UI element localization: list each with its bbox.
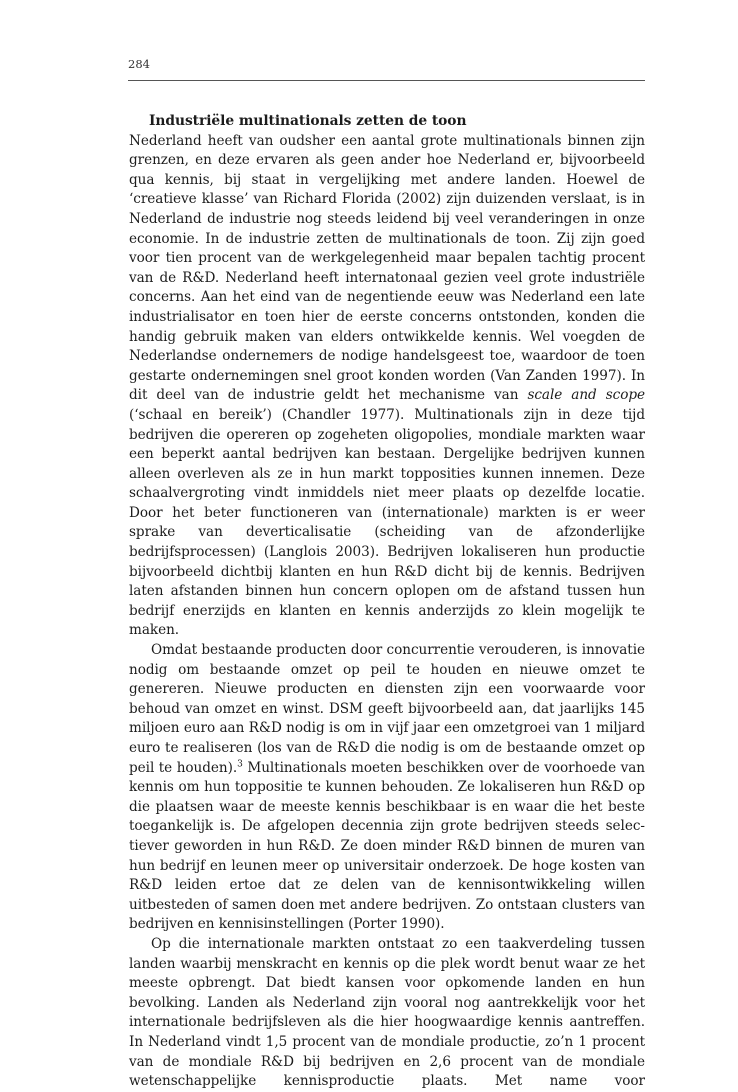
page-number: 284 — [128, 57, 150, 71]
paragraph-2-text-b: Multinationals moeten beschikken over de voorhoede van kennis om hun toppositie te kunnen behouden. Ze lokaliseren hun R&D op die plaatsen waar de meeste kennis beschikbaar is en waar die het beste toegankelijk is. De afgelopen decennia zijn grote bedrijven steeds selectiever geworden in hun R&D. Ze doen minder R&D binnen de muren van hun bedrijf en leunen meer op universitair onderzoek. De hoge kosten van R&D leiden ertoe dat ze delen van de kennisontwikkeling willen uitbesteden of samen doen met andere bedrijven. Zo ontstaan clusters van bedrijven en kennisinstellingen (Porter 1990). — [129, 759, 645, 933]
footnote-marker: 3 — [237, 759, 243, 770]
paragraph-3: Op die internationale markten ontstaat zo een taakverdeling tussen landen waarbij menskracht en kennis op die plek wordt benut waar ze het meeste opbrengt. Dat biedt kansen voor opkomende landen en hun bevolking. Landen als Nederland zijn vooral nog aantrekkelijk voor het internationale bedrijfsleven als die hier hoogwaardige kennis aantreffen. In Nederland vindt 1,5 procent van de mondiale productie, zo’n 1 procent van de mondiale R&D bij bedrijven en 2,6 procent van de mondiale wetenschappelijke kennisproductie plaats. Met name voor — [129, 935, 645, 1090]
paragraph-1-text-b: (‘schaal en bereik’) (Chandler 1977). Multinationals zijn in deze tijd bedrijven die opereren op zogeheten oligopolies, mondiale markten waar een beperkt aantal bedrijven kan bestaan. Dergelijke bedrijven kunnen alleen overleven als ze in hun markt topposities kunnen innemen. Deze schaalvergroting vindt inmiddels niet meer plaats op dezelfde locatie. Door het beter functioneren van (internationale) markten is er weer sprake van deverticalisatie (scheiding van de afzonderlijke bedrijfsprocessen) (Langlois 2003). Bedrijven lokaliseren hun productie bijvoorbeeld dichtbij klanten en hun R&D dicht bij de kennis. Bedrijven laten afstanden binnen hun concern oplopen om de afstand tussen hun bedrijf enerzijds en klanten en kennis anderzijds zo klein mogelijk te maken. — [129, 406, 645, 639]
paragraph-1-text-a: Nederland heeft van oudsher een aantal grote multinationals binnen zijn grenzen, en deze ervaren als geen ander hoe Nederland er, bijvoorbeeld qua kennis, bij staat in vergelijking met andere landen. Hoewel de ‘creatieve klasse’ van Richard Florida (2002) zijn duizenden verslaat, is in Nederland de industrie nog steeds leidend bij veel veranderingen in onze economie. In de industrie zetten de multinationals de toon. Zij zijn goed voor tien procent van de werkgelegenheid maar bepalen tachtig procent van de R&D. Nederland heeft internatonaal gezien veel grote industriële concerns. Aan het eind van de negentiende eeuw was Nederland een late industrialisator en toen hier de eerste concerns ontstonden, konden die handig gebruik maken van elders ontwikkelde kennis. Wel voegden de Nederlandse ondernemers de nodige handelsgeest toe, waardoor de toen gestarte ondernemingen snel groot konden worden (Van Zanden 1997). In dit deel van de industrie geldt het mechanisme van — [129, 132, 645, 404]
paragraph-1-italic-term: scale and scope — [527, 387, 646, 404]
paragraph-2-text-a: Omdat bestaande producten door concurrentie verouderen, is innovatie nodig om bestaande omzet op peil te houden en nieuwe omzet te genereren. Nieuwe producten en diensten zijn een voorwaarde voor behoud van omzet en winst. DSM geeft bijvoorbeeld aan, dat jaarlijks 145 miljoen euro aan R&D nodig is om in vijf jaar een omzetgroei van 1 miljard euro te realiseren (los van de R&D die nodig is om de bestaande omzet op peil te houden). — [129, 642, 645, 776]
paragraph-2 — [129, 641, 645, 935]
page-body — [129, 112, 645, 1092]
section-heading: Industriële multinationals zetten de toon — [149, 113, 467, 129]
paragraph-1 — [129, 132, 645, 641]
header-rule — [128, 80, 645, 81]
